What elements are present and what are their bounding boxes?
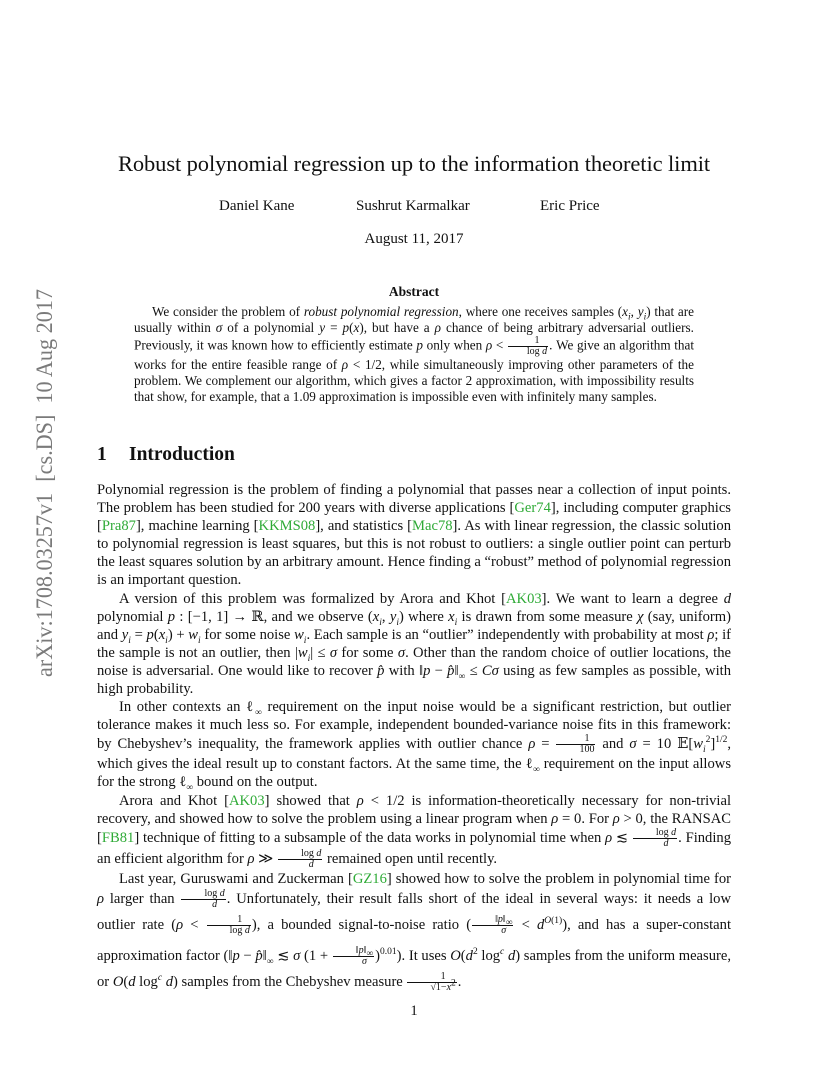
section-title: Introduction: [129, 444, 235, 465]
body-paragraph: Polynomial regression is the problem of finding a polynomial that passes near a collection of input points. The problem has been studied for 200 years with diverse applications [Ger74], including computer graphics [Pra87], machine learning [KKMS08], and statistics [Mac78]. As with linear regression, the classic solution to polynomial regression is least squares, but this is not robust to outliers: a single outlier point can perturb the least squares solution by an arbitrary amount. Hence finding a “robust” method of polynomial regression is an important question.: [97, 482, 731, 589]
abstract-paragraph: We consider the problem of robust polynomial regression, where one receives samples ($x_i$, $y_i$) that are usually within σ of a polynomial y = p(x), but have a ρ chance of being arbitrary adversarial outliers. Previously, it was known how to efficiently estimate p only when ρ < $\frac{1}{\text{log d}}$ . We give an algorithm that works for the entire feasible range of ρ < 1/2, while simultaneously improving other parameters of the problem. We complement our algorithm, which gives a factor 2 approximation, with impossibility results that show, for example, that a 1.09 approximation is impossible even with infinitely many samples.: [134, 304, 695, 404]
citation-link[interactable]: Pra87: [101, 518, 136, 535]
author-name: Eric Price: [540, 198, 600, 214]
author-name: Daniel Kane: [219, 198, 295, 214]
citation-link[interactable]: AK03: [228, 792, 265, 809]
author-name: Sushrut Karmalkar: [356, 198, 470, 214]
paper-title: Robust polynomial regression up to the information theoretic limit: [117, 151, 711, 176]
citation-link[interactable]: AK03: [505, 590, 542, 607]
paper-date: August 11, 2017: [364, 231, 464, 247]
citation-link[interactable]: GZ16: [352, 870, 387, 887]
body-paragraph: Arora and Khot [AK03] showed that ρ < 1/2 is information-theoretically necessary for non-trivial recovery, and showed how to solve the problem using a linear program when ρ = 0. For ρ > 0, the RANSAC [FB81] technique of fitting to a subsample of the data works in polynomial time when ρ ≲ $\frac{\text{log d}}{d}$ . Finding an efficient algorithm for ρ ≫ $\frac{\text{log d}}{d}$ remained open until recently.: [97, 792, 732, 870]
body-paragraph: A version of this problem was formalized by Arora and Khot [AK03]. We want to learn a degree d polynomial p : [−1, 1] → ℝ, and we observe ($x_i$, $y_i$) where $x_i$ is drawn from some measure χ (say, uniform) and $y_i = p(x_i) + w_i$ for some noise $w_i$. Each sample is an “outlier” independently with probability at most ρ; if the sample is not an outlier, then $|w_i| \le \sigma$ for some σ. Other than the random choice of outlier locations, the noise is adversarial. One would like to recover p̂ with ‖p − $p̂‖_\infty \le C\sigma$ using as few samples as possible, with high probability.: [97, 590, 731, 698]
arxiv-stamp-text: arXiv:1708.03257v1 [cs.DS] 10 Aug 2017: [32, 288, 58, 677]
citation-link[interactable]: Mac78: [412, 518, 453, 535]
arxiv-identifier-stamp: [30, 288, 58, 678]
page-number: 1: [410, 1003, 418, 1019]
citation-link[interactable]: FB81: [101, 829, 135, 846]
body-paragraph: In other contexts an ℓ$_\infty$ requirement on the input noise would be a significant restriction, but outlier tolerance makes it much less so. For example, independent bounded-variance noise fits in this framework: by Chebyshev’s inequality, the framework applies with outlier chance ρ = $\frac{1}{100}$ and σ = 10 $𝔼[w_i^2]^{1/2}$, which gives the ideal result up to constant factors. At the same time, the ℓ$_\infty$ requirement on the input allows for the strong ℓ$_\infty$ bound on the output.: [97, 699, 731, 794]
citation-link[interactable]: Ger74: [514, 500, 551, 517]
abstract-heading: Abstract: [388, 284, 440, 299]
section-number: 1: [97, 444, 107, 465]
body-paragraph: Last year, Guruswami and Zuckerman [GZ16] showed how to solve the problem in polynomial time for ρ larger than $\frac{\text{log d}}{d}$ . Unfortunately, their result falls short of the ideal in several ways: it needs a low outlier rate (ρ < $\frac{1}{\text{log d}}$ ), a bounded signal-to-noise ratio ( $\frac{‖p‖_\infty}{\sigma}$ < $d^{O(1)}$), and has a super-constant approximation factor (‖p − $p̂‖_\infty$ ≲ σ (1 + $\frac{‖p‖_\infty}{\sigma}$ )$^{0.01}$). It uses $O(d^2$ $\log^c d$) samples from the uniform measure, or O(d $\log^c d$) samples from the Chebyshev measure $\frac{1}{√1-x^2}$ .: [97, 870, 732, 993]
abstract-body: [134, 304, 694, 405]
citation-link[interactable]: KKMS08: [258, 518, 316, 535]
introduction-body: [97, 481, 731, 993]
section-heading: [97, 444, 235, 466]
